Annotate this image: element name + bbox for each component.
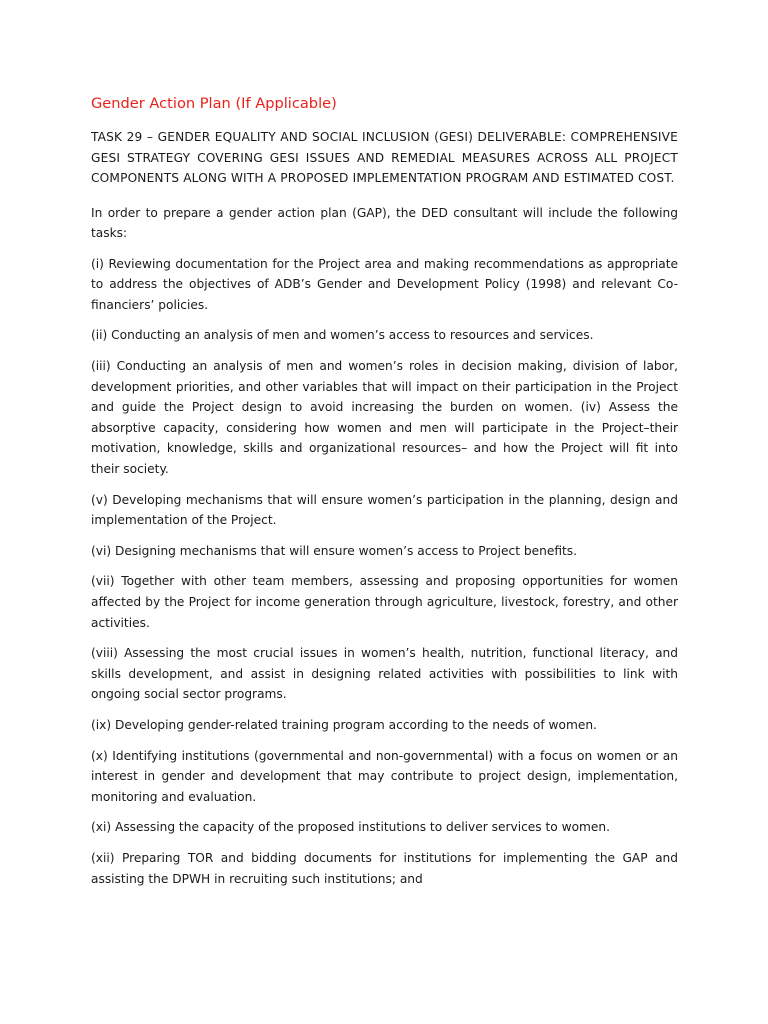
paragraph-item-vii: (vii) Together with other team members, assessing and proposing opportunities for women affected by the Project for income generation through agriculture, livestock, forestry, and other activities. [91, 574, 678, 630]
section-heading: Gender Action Plan (If Applicable) [91, 95, 337, 112]
paragraph-item-ii: (ii) Conducting an analysis of men and women’s access to resources and services. [91, 328, 594, 343]
paragraph-item-xii: (xii) Preparing TOR and bidding documents for institutions for implementing the GAP and assisting the DPWH in recruiting such institutions; and [91, 850, 678, 886]
paragraph-item-ix: (ix) Developing gender-related training program according to the needs of women. [91, 717, 597, 732]
paragraph-item-x: (x) Identifying institutions (governmental and non-governmental) with a focus on women or an interest in gender and development that may contribute to project design, implementation, monitoring and evaluation. [91, 748, 678, 804]
paragraph-item-viii: (viii) Assessing the most crucial issues in women’s health, nutrition, functional literacy, and skills development, and assist in designing related activities with possibilities to link with ongoing social sector programs. [91, 646, 678, 702]
paragraph-item-vi: (vi) Designing mechanisms that will ensure women’s access to Project benefits. [91, 543, 578, 558]
paragraph-item-i: (i) Reviewing documentation for the Project area and making recommendations as appropriate to address the objectives of ADB’s Gender and Development Policy (1998) and relevant Co-financiers’ policies. [91, 256, 678, 312]
paragraph-intro: In order to prepare a gender action plan (GAP), the DED consultant will include the following tasks: [91, 205, 678, 241]
paragraph-item-xi: (xi) Assessing the capacity of the proposed institutions to deliver services to women. [91, 820, 611, 835]
paragraph-item-v: (v) Developing mechanisms that will ensure women’s participation in the planning, design and implementation of the Project. [91, 492, 678, 528]
paragraph-item-iii-iv: (iii) Conducting an analysis of men and women’s roles in decision making, division of labor, development priorities, and other variables that will impact on their participation in the Project and guide the Project design to avoid increasing the burden on women. (iv) Assess the absorptive capacity, considering how women and men will participate in the Project–their motivation, knowledge, skills and organizational resources– and how the Project will fit into their society. [91, 359, 678, 477]
task-statement: TASK 29 – GENDER EQUALITY AND SOCIAL INCLUSION (GESI) DELIVERABLE: COMPREHENSIVE GESI STRATEGY COVERING GESI ISSUES AND REMEDIAL MEASURES ACROSS ALL PROJECT COMPONENTS ALONG WITH A PROPOSED IMPLEMENTATION PROGRAM AND ESTIMATED COST. [91, 130, 678, 185]
